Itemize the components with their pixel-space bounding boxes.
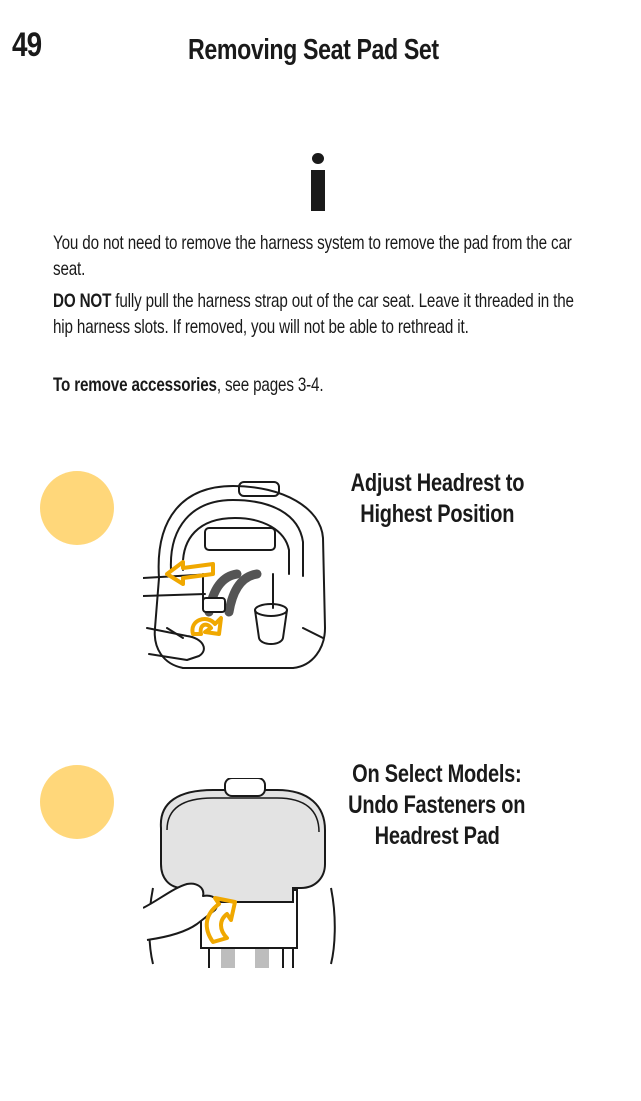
info-icon xyxy=(309,153,327,211)
info-icon-dot xyxy=(312,153,324,164)
info-paragraph-2 xyxy=(53,288,591,340)
info-paragraph-1 xyxy=(53,230,591,282)
info-paragraph-1-text: You do not need to remove the harness system to remove the pad from the car seat. xyxy=(53,232,572,280)
info-icon-stem xyxy=(311,170,325,211)
accessories-label: To remove accessories xyxy=(53,374,217,396)
step-1-heading-line-1: Adjust Headrest to xyxy=(350,469,524,497)
step-2-heading-line-2: Undo Fasteners on xyxy=(348,791,526,819)
info-paragraph-3 xyxy=(53,372,591,398)
accessories-text: , see pages 3-4. xyxy=(216,374,324,396)
step-1-heading-line-2: Highest Position xyxy=(360,500,514,528)
step-2-heading-line-3: Headrest Pad xyxy=(374,822,500,850)
step-1-circle xyxy=(40,471,114,545)
page-title: Removing Seat Pad Set xyxy=(188,34,439,66)
step-2-heading-line-1: On Select Models: xyxy=(352,760,522,788)
undo-fasteners-illustration xyxy=(143,778,343,968)
warning-text: fully pull the harness strap out of the car seat. Leave it threaded in the hip harness slots. If removed, you will not be able to rethread it. xyxy=(53,290,574,338)
warning-label: DO NOT xyxy=(53,290,112,312)
page-number: 49 xyxy=(12,26,42,64)
adjust-headrest-illustration xyxy=(143,478,333,670)
step-2-circle xyxy=(40,765,114,839)
